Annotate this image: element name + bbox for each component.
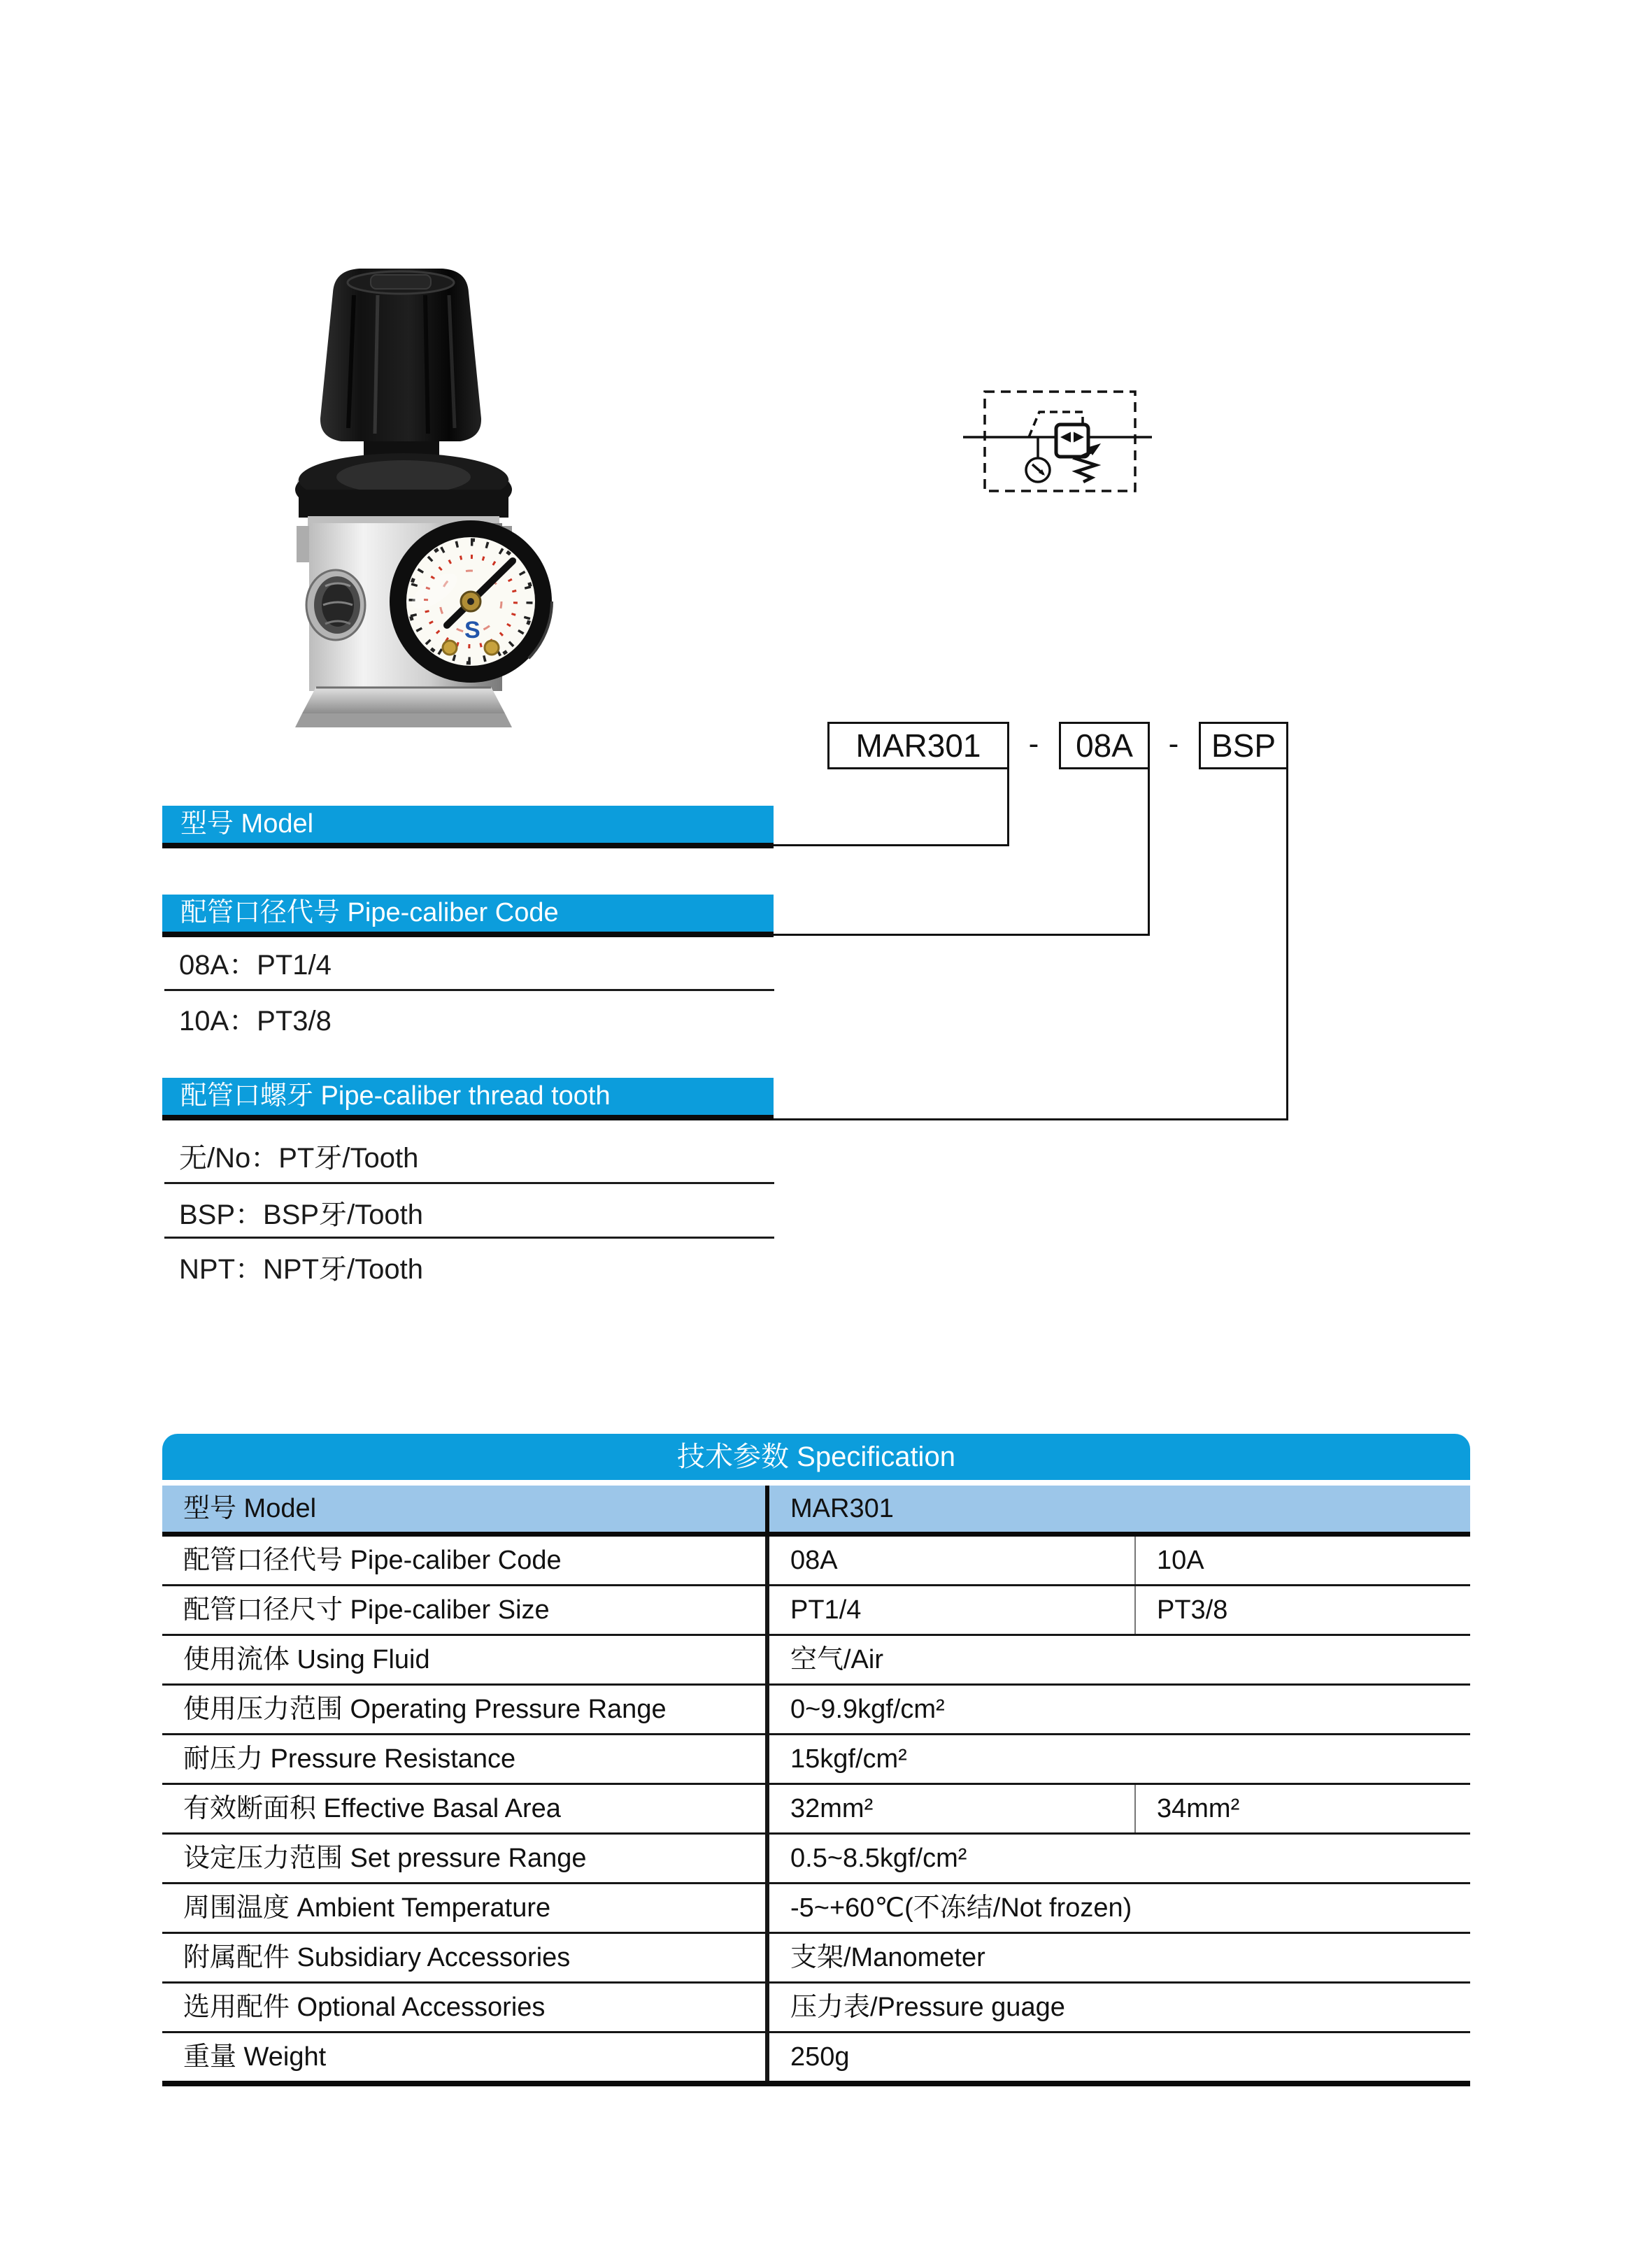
row-value-1: 空气/Air bbox=[790, 1645, 884, 1674]
row-value-1: 15kgf/cm² bbox=[790, 1744, 907, 1774]
row-value-1: 0~9.9kgf/cm² bbox=[790, 1695, 945, 1724]
section-bar-caliber-label: 配管口径代号 Pipe-caliber Code bbox=[180, 898, 559, 927]
spec-row-optional-accessories bbox=[162, 1984, 1470, 2033]
column-divider bbox=[765, 1686, 769, 1733]
column-divider bbox=[765, 1486, 769, 1537]
row-value-2: 34mm² bbox=[1157, 1794, 1240, 1823]
column-divider bbox=[765, 1636, 769, 1683]
spec-table-body bbox=[162, 1537, 1470, 2086]
pressure-gauge bbox=[390, 520, 552, 683]
section-bar-caliber bbox=[162, 895, 774, 937]
connector-thread-vertical bbox=[1286, 769, 1288, 1120]
column-divider bbox=[765, 1884, 769, 1932]
spec-row-pipe-caliber-size bbox=[162, 1586, 1470, 1636]
spec-model-label: 型号 Model bbox=[183, 1494, 317, 1523]
divider bbox=[164, 989, 774, 991]
section-bar-thread bbox=[162, 1078, 774, 1120]
row-label: 有效断面积 Effective Basal Area bbox=[183, 1794, 561, 1823]
regulator-collar bbox=[295, 453, 512, 526]
row-label: 重量 Weight bbox=[183, 2042, 327, 2072]
row-label: 使用流体 Using Fluid bbox=[183, 1645, 430, 1674]
spec-row-ambient-temperature bbox=[162, 1884, 1470, 1934]
spec-table-title: 技术参数 Specification bbox=[162, 1434, 1470, 1480]
symbol-gauge bbox=[1026, 437, 1050, 482]
code-box-thread: BSP bbox=[1199, 722, 1288, 769]
section-bar-model bbox=[162, 806, 774, 848]
column-divider bbox=[765, 1537, 769, 1584]
spec-model-value: MAR301 bbox=[790, 1494, 894, 1523]
column-divider bbox=[765, 2033, 769, 2081]
row-value-1: 支架/Manometer bbox=[790, 1943, 985, 1972]
divider bbox=[164, 1237, 774, 1239]
code-box-model: MAR301 bbox=[827, 722, 1009, 769]
regulator-pneumatic-symbol bbox=[958, 381, 1189, 504]
row-label: 周围温度 Ambient Temperature bbox=[183, 1893, 551, 1923]
spec-row-weight bbox=[162, 2033, 1470, 2086]
spec-row-set-pressure-range bbox=[162, 1835, 1470, 1884]
row-label: 设定压力范围 Set pressure Range bbox=[183, 1844, 587, 1873]
column-divider bbox=[1134, 1785, 1136, 1832]
code-separator-2: - bbox=[1168, 727, 1179, 761]
row-value-2: PT3/8 bbox=[1157, 1595, 1228, 1625]
gauge-brand-logo: S bbox=[464, 617, 480, 643]
column-divider bbox=[765, 1835, 769, 1882]
code-box-caliber: 08A bbox=[1059, 722, 1150, 769]
row-label: 使用压力范围 Operating Pressure Range bbox=[183, 1695, 667, 1724]
connector-thread-horizontal bbox=[774, 1118, 1288, 1120]
row-value-1: 0.5~8.5kgf/cm² bbox=[790, 1844, 967, 1873]
column-divider bbox=[765, 1735, 769, 1783]
row-label: 附属配件 Subsidiary Accessories bbox=[183, 1943, 571, 1972]
pressure-regulator-photo bbox=[266, 252, 574, 734]
row-value-1: 08A bbox=[790, 1546, 838, 1575]
connector-caliber-horizontal bbox=[774, 934, 1150, 936]
connector-model-horizontal bbox=[774, 844, 1009, 846]
thread-option: NPT：NPT牙/Tooth bbox=[179, 1254, 423, 1285]
row-label: 耐压力 Pressure Resistance bbox=[183, 1744, 516, 1774]
row-value-2: 10A bbox=[1157, 1546, 1204, 1575]
row-label: 选用配件 Optional Accessories bbox=[183, 1993, 546, 2022]
thread-option: 无/No：PT牙/Tooth bbox=[179, 1143, 419, 1174]
caliber-option: 10A：PT3/8 bbox=[179, 1006, 332, 1037]
symbol-regulator-box bbox=[1056, 425, 1088, 457]
row-label: 配管口径代号 Pipe-caliber Code bbox=[183, 1546, 562, 1575]
spec-row-pipe-caliber-code bbox=[162, 1537, 1470, 1586]
connector-model-vertical bbox=[1007, 769, 1009, 846]
column-divider bbox=[765, 1984, 769, 2031]
row-value-1: 32mm² bbox=[790, 1794, 874, 1823]
caliber-option: 08A：PT1/4 bbox=[179, 950, 332, 981]
thread-option: BSP：BSP牙/Tooth bbox=[179, 1199, 424, 1230]
gauge-screw-right bbox=[485, 641, 499, 655]
spec-row-pressure-resistance bbox=[162, 1735, 1470, 1785]
column-divider bbox=[1134, 1537, 1136, 1584]
row-value-1: -5~+60℃(不冻结/Not frozen) bbox=[790, 1893, 1132, 1923]
column-divider bbox=[765, 1934, 769, 1981]
spec-row-effective-basal-area bbox=[162, 1785, 1470, 1835]
column-divider bbox=[1134, 1586, 1136, 1634]
column-divider bbox=[765, 1785, 769, 1832]
divider bbox=[164, 1182, 774, 1184]
connector-caliber-vertical bbox=[1148, 769, 1150, 936]
spec-row-using-fluid bbox=[162, 1636, 1470, 1686]
row-value-1: PT1/4 bbox=[790, 1595, 862, 1625]
spec-model-row bbox=[162, 1486, 1470, 1537]
gauge-screw-left bbox=[443, 641, 457, 655]
section-bar-model-label: 型号 Model bbox=[180, 809, 314, 839]
row-label: 配管口径尺寸 Pipe-caliber Size bbox=[183, 1595, 550, 1625]
row-value-1: 250g bbox=[790, 2042, 850, 2072]
regulator-base bbox=[302, 687, 505, 713]
spec-row-subsidiary-accessories bbox=[162, 1934, 1470, 1984]
section-bar-thread-label: 配管口螺牙 Pipe-caliber thread tooth bbox=[180, 1081, 611, 1111]
regulator-knob bbox=[320, 269, 481, 458]
spec-row-operating-pressure bbox=[162, 1686, 1470, 1735]
row-value-1: 压力表/Pressure guage bbox=[790, 1993, 1065, 2022]
column-divider bbox=[765, 1586, 769, 1634]
code-separator-1: - bbox=[1028, 727, 1039, 761]
